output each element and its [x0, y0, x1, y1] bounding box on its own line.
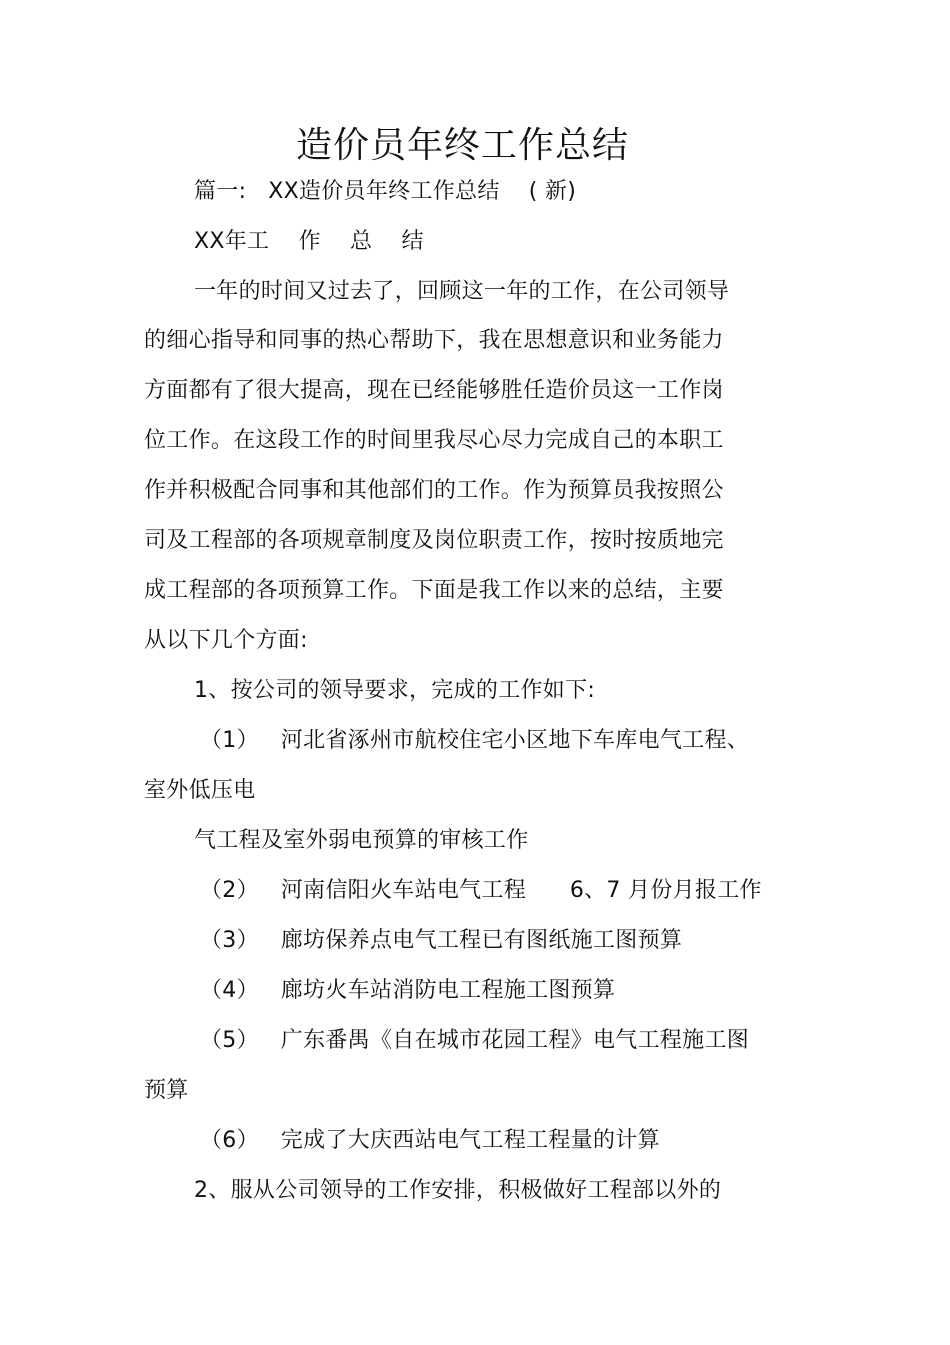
paragraph-line: 成工程部的各项预算工作。下面是我工作以来的总结，主要 [144, 578, 724, 603]
paragraph-line: 司及工程部的各项规章制度及岗位职责工作，按时按质地完 [144, 528, 724, 553]
list-item-continuation: 预算 [144, 1078, 189, 1103]
subheading: XX年工 作 总 结 [194, 229, 424, 254]
list-heading: 2、服从公司领导的工作安排，积极做好工程部以外的 [194, 1178, 722, 1203]
list-heading: 1、按公司的领导要求，完成的工作如下: [194, 678, 596, 703]
document-title: 造价员年终工作总结 [295, 125, 629, 166]
list-item: （3） 廊坊保养点电气工程已有图纸施工图预算 [200, 928, 683, 953]
paragraph-line: 一年的时间又过去了，回顾这一年的工作，在公司领导 [194, 279, 730, 304]
paragraph-line: 位工作。在这段工作的时间里我尽心尽力完成自己的本职工 [144, 428, 724, 453]
list-item: （4） 廊坊火车站消防电工程施工图预算 [200, 978, 616, 1003]
list-item-continuation: 室外低压电 [144, 778, 256, 803]
section-heading: 篇一: XX造价员年终工作总结 ( 新) [194, 179, 577, 204]
list-item: （1） 河北省涿州市航校住宅小区地下车库电气工程、 [200, 728, 750, 753]
list-item: （6） 完成了大庆西站电气工程工程量的计算 [200, 1128, 660, 1153]
list-item: （5） 广东番禺《自在城市花园工程》电气工程施工图 [200, 1028, 750, 1053]
list-item: （2） 河南信阳火车站电气工程 6、7 月份月报工作 [200, 878, 762, 903]
paragraph-line: 作并积极配合同事和其他部们的工作。作为预算员我按照公 [144, 478, 724, 503]
paragraph-line: 的细心指导和同事的热心帮助下，我在思想意识和业务能力 [144, 328, 724, 353]
paragraph-line: 方面都有了很大提高，现在已经能够胜任造价员这一工作岗 [144, 378, 724, 403]
paragraph-line: 从以下几个方面: [144, 628, 308, 653]
list-item-continuation: 气工程及室外弱电预算的审核工作 [194, 828, 529, 853]
